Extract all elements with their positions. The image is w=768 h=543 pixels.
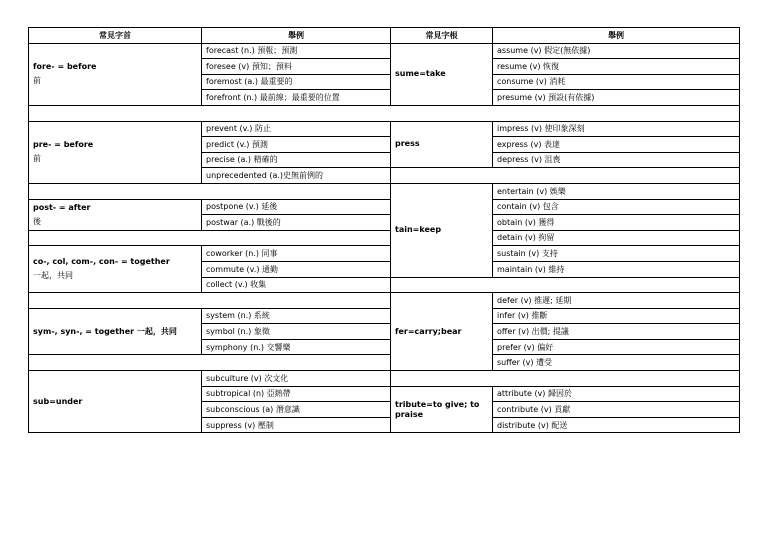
prefix-example: unprecedented (a.)史無前例的: [202, 168, 391, 184]
root-cell: tain=keep: [391, 183, 493, 277]
root-cell: sume=take: [391, 43, 493, 105]
root-example: obtain (v) 獲得: [493, 215, 740, 231]
root-example: prefer (v) 偏好: [493, 339, 740, 355]
prefix-meaning: 後: [33, 216, 41, 226]
prefix-example: foremost (a.) 最重要的: [202, 74, 391, 90]
root-example: express (v) 表達: [493, 137, 740, 153]
prefix-meaning: 一起，共同: [33, 271, 73, 281]
prefix-example: foresee (v) 預知；預料: [202, 59, 391, 75]
root-example: impress (v) 使印象深刻: [493, 121, 740, 137]
prefix-cell: [29, 43, 202, 105]
prefix-cell: [29, 121, 202, 183]
prefix-label: pre- = before: [33, 140, 94, 150]
root-example: suffer (v) 遭受: [493, 355, 740, 371]
table-row: [29, 371, 740, 387]
prefix-example: forecast (n.) 預報；預測: [202, 43, 391, 59]
prefix-example: postpone (v.) 延後: [202, 199, 391, 215]
root-example: resume (v) 恢復: [493, 59, 740, 75]
root-cell: press: [391, 121, 493, 168]
header-prefix: 常見字首: [29, 28, 202, 44]
prefix-example: precise (a.) 精確的: [202, 152, 391, 168]
root-example: defer (v) 推遲; 延期: [493, 293, 740, 309]
root-example: entertain (v) 娛樂: [493, 183, 740, 199]
table-row: [29, 308, 740, 324]
table-row: [29, 246, 740, 262]
prefix-example: subtropical (n) 亞熱帶: [202, 386, 391, 402]
blank-cell: [391, 168, 740, 184]
prefix-example: forefront (n.) 最前線；最重要的位置: [202, 90, 391, 106]
root-example: assume (v) 假定(無依據): [493, 43, 740, 59]
root-cell: tribute=to give; to praise: [391, 386, 493, 433]
header-root-examples: 舉例: [493, 28, 740, 44]
table-row: [29, 230, 740, 246]
prefix-meaning: 前: [33, 154, 41, 164]
blank-cell: [391, 371, 740, 387]
prefix-label: post- = after: [33, 202, 91, 212]
root-example: contribute (v) 貢獻: [493, 402, 740, 418]
table-row: [29, 43, 740, 59]
blank-cell: [29, 105, 740, 121]
header-root: 常見字根: [391, 28, 493, 44]
root-example: offer (v) 出價; 提議: [493, 324, 740, 340]
prefix-example: collect (v.) 收集: [202, 277, 391, 293]
prefix-example: subculture (v) 次文化: [202, 371, 391, 387]
root-cell: fer=carry;bear: [391, 293, 493, 371]
prefix-cell: [29, 246, 202, 293]
table-row: [29, 199, 740, 215]
prefix-example: commute (v.) 通勤: [202, 261, 391, 277]
blank-cell: [29, 183, 391, 199]
table-row: [29, 183, 740, 199]
root-example: depress (v) 沮喪: [493, 152, 740, 168]
prefix-example: coworker (n.) 同事: [202, 246, 391, 262]
prefix-label: sym-, syn-, = together 一起，共同: [33, 326, 177, 336]
prefix-example: system (n.) 系統: [202, 308, 391, 324]
prefix-cell: [29, 199, 202, 230]
prefix-label: sub=under: [33, 396, 83, 406]
root-example: detain (v) 拘留: [493, 230, 740, 246]
header-row: [29, 28, 740, 44]
prefix-example: symphony (n.) 交響樂: [202, 339, 391, 355]
prefix-meaning: 前: [33, 76, 41, 86]
prefix-example: predict (v.) 預測: [202, 137, 391, 153]
prefix-example: subconscious (a) 潛意識: [202, 402, 391, 418]
root-example: presume (v) 預設(有依據): [493, 90, 740, 106]
root-example: maintain (v) 維持: [493, 261, 740, 277]
prefix-example: postwar (a.) 戰後的: [202, 215, 391, 231]
prefix-cell: [29, 308, 202, 355]
spacer-row: [29, 105, 740, 121]
table-row: [29, 293, 740, 309]
prefix-label: co-, col, com-, con- = together: [33, 257, 170, 267]
table-row: [29, 355, 740, 371]
root-example: consume (v) 消耗: [493, 74, 740, 90]
prefix-label: fore- = before: [33, 62, 97, 72]
root-example: attribute (v) 歸因於: [493, 386, 740, 402]
blank-cell: [29, 230, 391, 246]
root-example: sustain (v) 支持: [493, 246, 740, 262]
root-example: infer (v) 推斷: [493, 308, 740, 324]
prefix-root-table: [28, 27, 740, 433]
prefix-example: prevent (v.) 防止: [202, 121, 391, 137]
prefix-cell: [29, 371, 202, 433]
root-example: contain (v) 包含: [493, 199, 740, 215]
blank-cell: [29, 293, 391, 309]
blank-cell: [391, 277, 740, 293]
header-prefix-examples: 舉例: [202, 28, 391, 44]
blank-cell: [29, 355, 391, 371]
prefix-example: symbol (n.) 象徵: [202, 324, 391, 340]
root-example: distribute (v) 配送: [493, 417, 740, 433]
prefix-example: suppress (v) 壓制: [202, 417, 391, 433]
table-row: [29, 121, 740, 137]
